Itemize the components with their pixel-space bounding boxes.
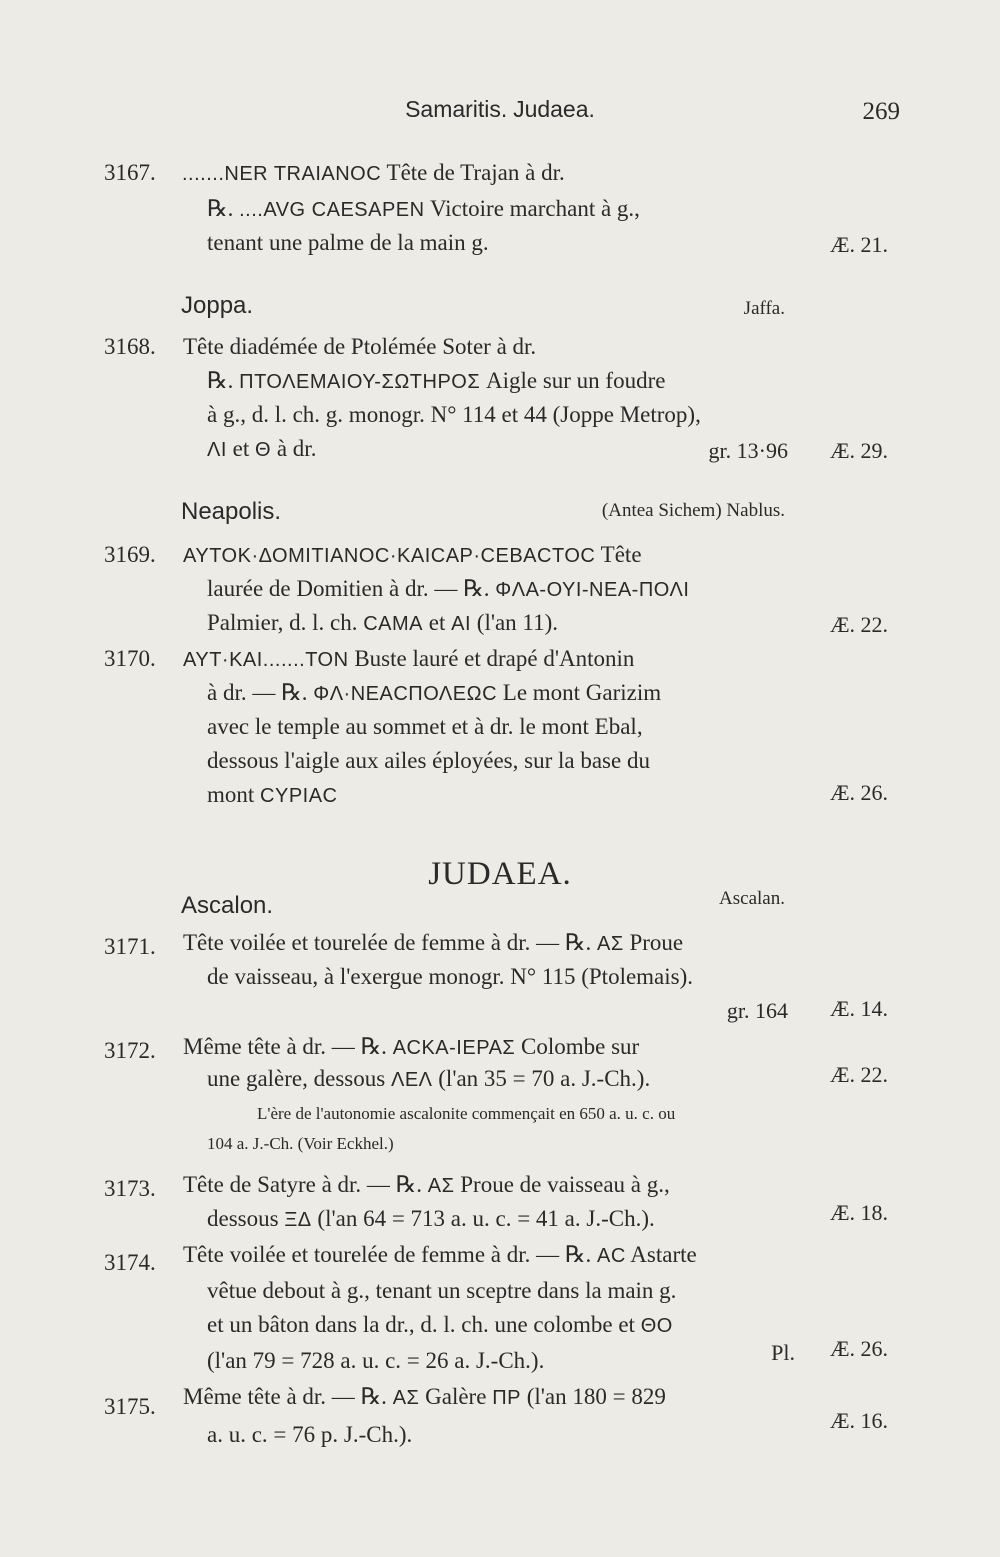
reverse-symbol: ℞. [360,1384,387,1409]
description-text: dessous [207,1206,279,1231]
footnote: 104 a. J.-Ch. (Voir Eckhel.) [207,1134,394,1153]
description-text: Proue de vaisseau à g., [460,1172,670,1197]
description-text: (l'an 35 = 70 a. J.-Ch.). [438,1066,651,1091]
page-number: 269 [862,98,900,125]
footnote: L'ère de l'autonomie ascalonite commençait en 650 a. u. c. ou [257,1104,676,1123]
reverse-symbol: ℞. [463,576,490,601]
entry-line: (l'an 79 = 728 a. u. c. = 26 a. J.-Ch.). [207,1348,545,1373]
metal-size: Æ. 16. [829,1408,888,1433]
metal-size: Æ. 26. [829,1336,888,1361]
entry-line [207,196,640,222]
running-header [0,96,1000,123]
description-text: Palmier, d. l. ch. [207,610,358,635]
entry-line [183,542,642,568]
description-text: Astarte [630,1242,697,1267]
description-text: à dr. [276,436,317,461]
description-text: Galère [425,1384,487,1409]
metal-size: Æ. 14. [829,996,888,1021]
coin-legend: Θ [255,439,272,461]
city-heading-joppa: Joppa. [181,292,254,319]
entry-line [182,160,565,186]
coin-legend: ΦΛ·ΝΕΑCΠΟΛΕΩC [313,683,498,705]
entry-line [183,1384,666,1410]
city-heading-ascalon: Ascalon. [181,892,274,919]
description-text: Tête [600,542,642,567]
description-text: laurée de Domitien à dr. — [207,576,458,601]
header-title-judaea: Judaea. [513,96,595,122]
coin-legend: ΞΔ [284,1209,312,1231]
plate-reference: Pl. [771,1340,795,1365]
coin-legend: ....AVG CAESAPEN [239,199,425,221]
coin-legend: ΑΣ [392,1387,420,1409]
description-text: Buste lauré et drapé d'Antonin [354,646,635,671]
entry-line [207,782,338,808]
section-title: JUDAEA. [428,856,572,892]
description-text: (l'an 11). [476,610,558,635]
description-text: mont [207,782,255,807]
weight: gr. 164 [726,998,788,1023]
header-title-samaritis: Samaritis. [405,96,508,122]
description-text: Aigle sur un foudre [485,368,666,393]
reverse-symbol: ℞. [207,368,234,393]
entry-number: 3171. [104,934,156,959]
entry-line: vêtue debout à g., tenant un sceptre dans la main g. [207,1278,677,1303]
entry-line [183,930,683,956]
entry-number: 3175. [104,1394,156,1419]
description-text: Tête de Satyre à dr. — [183,1172,390,1197]
entry-number: 3173. [104,1176,156,1201]
entry-line: tenant une palme de la main g. [207,230,489,255]
entry-line: Tête diadémée de Ptolémée Soter à dr. [183,334,537,359]
metal-size: Æ. 29. [829,438,888,463]
description-text: Proue [629,930,684,955]
description-text: et un bâton dans la dr., d. l. ch. une colombe et [207,1312,635,1337]
description-text: Le mont Garizim [502,680,662,705]
reverse-symbol: ℞. [564,930,592,955]
coin-legend: CYPIAC [260,785,338,807]
description-text: Tête voilée et tourelée de femme à dr. — [183,930,560,955]
metal-size: Æ. 22. [829,1062,888,1087]
coin-legend: ΑΣ [597,933,624,955]
reverse-symbol: ℞. [360,1034,387,1059]
description-text: Même tête à dr. — [183,1384,355,1409]
entry-line [207,1066,650,1092]
entry-line [207,576,689,602]
coin-legend: ΑΥΤΟΚ·ΔΟΜΙΤΙΑΝΟC·ΚΑΙCΑΡ·CΕΒΑCΤΟC [183,545,596,567]
entry-line [207,436,316,462]
description-text: Victoire marchant à g., [429,196,640,221]
entry-line [207,1312,673,1338]
metal-size: Æ. 22. [829,612,888,637]
entry-number: 3172. [104,1038,156,1063]
entry-line: dessous l'aigle aux ailes éployées, sur la base du [207,748,650,773]
coin-legend: ΑΥΤ·ΚΑΙ.......ΤΟΝ [183,649,349,671]
description-text: Même tête à dr. — [183,1034,355,1059]
description-text: Tête de Trajan à dr. [386,160,565,185]
coin-legend: CAMA [363,613,424,635]
metal-size: Æ. 18. [829,1200,888,1225]
coin-legend: ΘΟ [640,1315,673,1337]
description-text: et [232,436,250,461]
reverse-symbol: ℞. [395,1172,423,1197]
description-text: (l'an 64 = 713 a. u. c. = 41 a. J.-Ch.). [317,1206,655,1231]
entry-line: avec le temple au sommet et à dr. le mont Ebal, [207,714,643,739]
entry-line [207,1206,655,1232]
city-heading-neapolis: Neapolis. [181,498,282,525]
entry-line [207,610,558,636]
entry-number: 3170. [104,646,156,671]
entry-line [183,1172,670,1198]
metal-size: Æ. 26. [829,780,888,805]
entry-line: de vaisseau, à l'exergue monogr. N° 115 (Ptolemais). [207,964,694,989]
description-text: une galère, dessous [207,1066,386,1091]
description-text: (l'an 180 = 829 [526,1384,666,1409]
entry-line [207,368,665,394]
coin-legend: ΠΡ [492,1387,521,1409]
entry-number: 3169. [104,542,156,567]
description-text: à dr. — [207,680,276,705]
entry-number: 3168. [104,334,156,359]
entry-number: 3174. [104,1250,156,1275]
entry-line [183,646,634,672]
modern-name: (Antea Sichem) Nablus. [601,500,785,521]
weight: gr. 13·96 [708,438,788,463]
entry-number: 3167. [104,160,156,185]
coin-legend: .......NER TRAIANOC [182,163,382,185]
coin-legend: ΛΕΛ [390,1069,433,1091]
description-text: Colombe sur [521,1034,640,1059]
description-text: Tête voilée et tourelée de femme à dr. — [183,1242,560,1267]
coin-legend: ΑΣ [427,1175,455,1197]
coin-legend: ΦΛΑ-ΟΥΙ-ΝΕΑ-ΠΟΛΙ [495,579,690,601]
reverse-symbol: ℞. [207,196,234,221]
modern-name: Jaffa. [743,298,785,319]
entry-line: a. u. c. = 76 p. J.-Ch.). [207,1422,413,1447]
entry-line [207,680,661,706]
modern-name: Ascalan. [719,888,785,909]
entry-line: à g., d. l. ch. g. monogr. N° 114 et 44 (Joppe Metrop), [207,402,701,427]
coin-legend: ΛΙ [207,439,227,461]
reverse-symbol: ℞. [564,1242,592,1267]
metal-size: Æ. 21. [829,232,888,257]
entry-line [183,1034,639,1060]
description-text: et [428,610,446,635]
coin-legend: ΑC [597,1245,626,1267]
coin-legend: AI [451,613,472,635]
reverse-symbol: ℞. [281,680,308,705]
coin-legend: ΠΤΟΛΕΜΑΙΟΥ-ΣΩΤΗΡΟΣ [239,371,481,393]
coin-legend: ΑCΚΑ-ΙΕΡΑΣ [392,1037,516,1059]
entry-line [183,1242,697,1268]
